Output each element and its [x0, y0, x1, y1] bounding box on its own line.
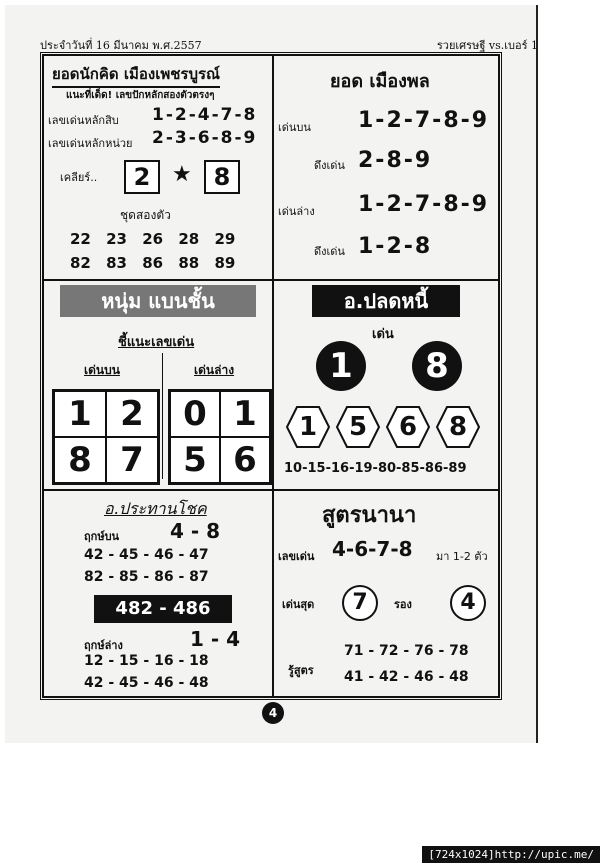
clear-digit-b: 8: [204, 160, 240, 194]
lead-value: 4-6-7-8: [332, 537, 413, 561]
panel-mueang-phon: [273, 55, 499, 280]
pull1-value: 2-8-9: [358, 148, 433, 173]
lower-row-2: 42 - 45 - 46 - 48: [84, 675, 209, 691]
upper-row-2: 82 - 85 - 86 - 87: [84, 569, 209, 585]
digit-cell: 7: [106, 437, 158, 483]
page-header: [40, 34, 538, 52]
upper-label: เด่นบน: [278, 121, 311, 134]
hex-digit: 6: [386, 405, 430, 449]
upper-value: 4 - 8: [170, 519, 221, 543]
pick-label: รู้สูตร: [288, 664, 314, 677]
tens-label: เลขเด่นหลักสิบ: [48, 114, 119, 127]
units-value: 2-3-6-8-9: [152, 128, 258, 148]
prediction-grid: [40, 52, 502, 700]
number-list: 10-15-16-19-80-85-86-89: [284, 461, 467, 476]
lead-label: เด่น: [372, 327, 394, 342]
lower-label: เด่นล่าง: [278, 205, 315, 218]
lower-label: เด่นล่าง: [194, 363, 235, 377]
star-icon: ★: [172, 162, 192, 187]
publication-name: รวยเศรษฐี vs.เบอร์ 1: [436, 39, 538, 52]
lower-label: ฤกษ์ล่าง: [84, 639, 123, 652]
clear-digit-a: 2: [124, 160, 160, 194]
digit-cell: 0: [170, 391, 220, 437]
top-digit: 7: [342, 585, 378, 621]
panel-title: อ.ปลดหนี้: [312, 285, 460, 317]
panel-phetchabun: [43, 55, 273, 280]
column-divider: [162, 353, 163, 479]
lower-digit-grid: [168, 389, 272, 485]
hex-digit: 1: [286, 405, 330, 449]
banner-numbers: 482 - 486: [94, 595, 232, 623]
pairs-label: ชุดสองตัว: [120, 208, 171, 222]
pairs-row-1: 22 23 26 28 29: [70, 230, 236, 248]
panel-title: อ.ประทานโชค: [104, 499, 207, 518]
pull1-label: ดึงเด่น: [314, 159, 345, 172]
hex-digit: 5: [336, 405, 380, 449]
issue-date: ประจำวันที่ 16 มีนาคม พ.ศ.2557: [40, 39, 202, 52]
panel-num-baenchan: [43, 280, 273, 490]
panel-por-plodnee: [273, 280, 499, 490]
digit-cell: 2: [106, 391, 158, 437]
upper-label: ฤกษ์บน: [84, 530, 120, 543]
panel-sutnana: [273, 490, 499, 697]
upper-digit-grid: [52, 389, 160, 485]
units-label: เลขเด่นหลักหน่วย: [48, 137, 133, 150]
panel-subtitle: แนะที่เด็ด! เลขปักหลักสองตัวตรงๆ: [66, 90, 215, 101]
clear-label: เคลียร์..: [60, 171, 98, 184]
upper-row-1: 42 - 45 - 46 - 47: [84, 547, 209, 563]
panel-title: ยอด เมืองพล: [330, 71, 430, 92]
watermark: [724x1024]http://upic.me/: [422, 846, 600, 863]
digit-cell: 6: [220, 437, 270, 483]
digit-cell: 1: [54, 391, 106, 437]
panel-title: หนุ่ม แบนชั้น: [60, 285, 256, 317]
hex-digit: 8: [436, 405, 480, 449]
digit-cell: 8: [54, 437, 106, 483]
pull2-label: ดึงเด่น: [314, 245, 345, 258]
panel-title: สูตรนานา: [322, 503, 417, 528]
second-digit: 4: [450, 585, 486, 621]
lower-row-1: 12 - 15 - 16 - 18: [84, 653, 209, 669]
lower-value: 1 - 4: [190, 627, 241, 651]
big-digit-2: 8: [412, 341, 462, 391]
pick-row-2: 41 - 42 - 46 - 48: [344, 669, 469, 685]
lower-value: 1-2-7-8-9: [358, 192, 490, 217]
top-label: เด่นสุด: [282, 598, 315, 611]
digit-cell: 1: [220, 391, 270, 437]
pull2-value: 1-2-8: [358, 234, 433, 259]
digit-cell: 5: [170, 437, 220, 483]
big-digit-1: 1: [316, 341, 366, 391]
pairs-row-2: 82 83 86 88 89: [70, 254, 236, 272]
upper-value: 1-2-7-8-9: [358, 108, 490, 133]
upper-label: เด่นบน: [84, 363, 120, 377]
lead-note: มา 1-2 ตัว: [436, 550, 488, 563]
page-number: 4: [262, 702, 284, 724]
panel-por-prathanchok: [43, 490, 273, 697]
lead-label: เลขเด่น: [278, 550, 315, 563]
pick-row-1: 71 - 72 - 76 - 78: [344, 643, 469, 659]
tens-value: 1-2-4-7-8: [152, 105, 258, 125]
panel-subtitle: ชี้แนะเลขเด่น: [118, 335, 195, 350]
panel-title: ยอดนักคิด เมืองเพชรบูรณ์: [52, 62, 220, 88]
second-label: รอง: [394, 598, 412, 611]
